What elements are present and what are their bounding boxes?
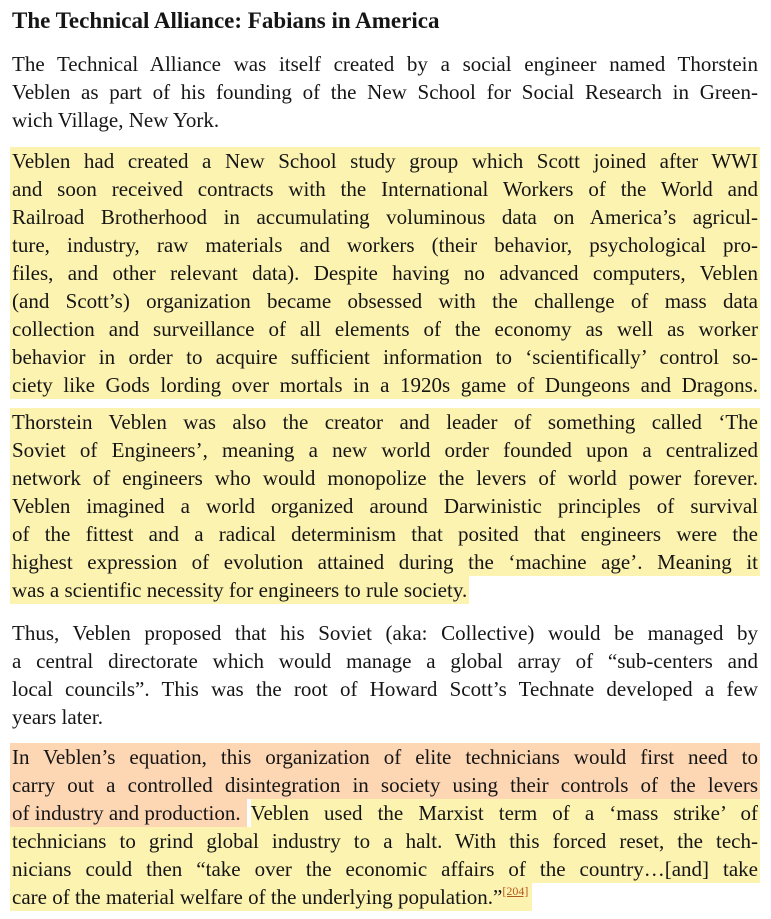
text-line: The Technical Alliance was itself created by a social engineer named Thorstein (12, 52, 758, 76)
text-line: highest expression of evolution attained during the ‘machine age’. Meaning it (12, 550, 758, 574)
text-line (10, 883, 760, 911)
text-line: Railroad Brotherhood in accumulating voluminous data on America’s agricul- (12, 205, 758, 229)
text-line: Thorstein Veblen was also the creator and leader of something called ‘The (12, 410, 758, 434)
text-line: a central directorate which would manage a global array of “sub-centers and (12, 649, 758, 673)
text-line: In Veblen’s equation, this organization of elite technicians would first need to (12, 745, 758, 769)
paragraph-mass-strike-highlighted (10, 743, 760, 911)
text-line: of the fittest and a radical determinism that posited that engineers were the (12, 522, 758, 546)
highlighted-text (10, 883, 532, 911)
highlighted-text-yellow: Veblen used the Marxist term of a ‘mass strike’ of (250, 801, 758, 825)
highlighted-text: was a scientific necessity for engineers to rule society. (12, 578, 468, 602)
quote-text: care of the material welfare of the underlying population.” (12, 885, 503, 909)
paragraph-intro (10, 50, 760, 134)
text-line: collection and surveillance of all elements of the economy as well as worker (12, 317, 758, 341)
text-line: network of engineers who would monopolize the levers of world power forever. (12, 466, 758, 490)
text-line: ciety like Gods lording over mortals in a 1920s game of Dungeons and Dragons. (12, 373, 758, 397)
text-line (10, 576, 760, 604)
footnote-link[interactable]: [204] (502, 884, 529, 898)
text-line: files, and other relevant data). Despite having no advanced computers, Veblen (12, 261, 758, 285)
text-line: carry out a controlled disintegration in society using their controls of the levers (12, 773, 758, 797)
paragraph-directorate (10, 619, 760, 731)
highlighted-text-orange: of industry and production. (10, 799, 247, 827)
text-line: years later. (12, 705, 103, 729)
text-line: technicians to grind global industry to a halt. With this forced reset, the tech- (12, 829, 758, 853)
text-line: Veblen had created a New School study group which Scott joined after WWI (12, 149, 758, 173)
text-line: Veblen imagined a world organized around Darwinistic principles of survival (12, 494, 758, 518)
text-line: ture, industry, raw materials and workers (their behavior, psychological pro- (12, 233, 758, 257)
text-line: (and Scott’s) organization became obsessed with the challenge of mass data (12, 289, 758, 313)
paragraph-study-group-highlighted (10, 147, 760, 399)
text-line: behavior in order to acquire sufficient information to ‘scientifically’ control so- (12, 345, 758, 369)
text-line: Soviet of Engineers’, meaning a new world order founded upon a centralized (12, 438, 758, 462)
text-line: Thus, Veblen proposed that his Soviet (aka: Collective) would be managed by (12, 621, 758, 645)
text-line: wich Village, New York. (12, 108, 220, 132)
paragraph-soviet-engineers-highlighted (10, 408, 760, 604)
section-heading: The Technical Alliance: Fabians in America (12, 8, 440, 33)
text-line: nicians could then “take over the economic affairs of the country…[and] take (12, 857, 758, 881)
text-line (10, 799, 760, 827)
text-line: Veblen as part of his founding of the New School for Social Research in Green- (12, 80, 758, 104)
text-line: and soon received contracts with the International Workers of the World and (12, 177, 758, 201)
text-line: local councils”. This was the root of Howard Scott’s Technate developed a few (12, 677, 758, 701)
